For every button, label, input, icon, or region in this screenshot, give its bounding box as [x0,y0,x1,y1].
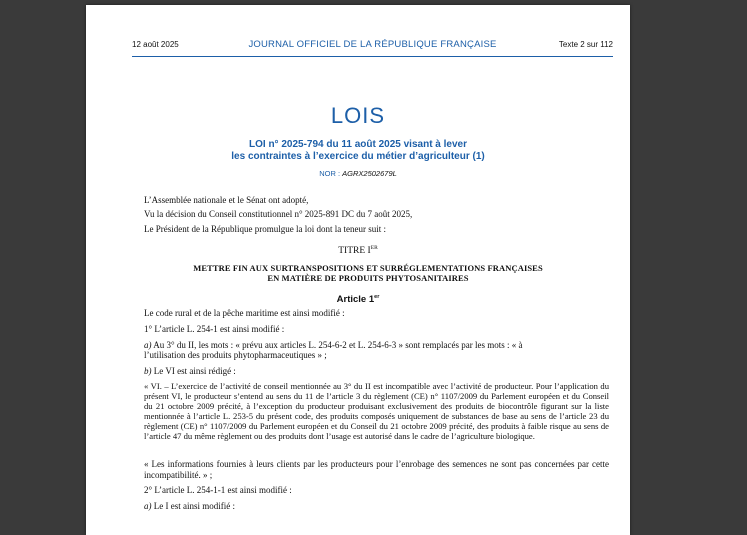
section-title: LOIS [330,103,386,128]
titre-heading [86,245,630,256]
item-label: b) [144,366,152,376]
preamble-line-3: Le Président de la République promulgue la loi dont la teneur suit : [144,224,386,234]
item-text: Au 3° du II, les mots : « prévu aux articles L. 254-6-2 et L. 254-6-3 » sont remplacés par les mots : « à [151,340,523,350]
header-date: 12 août 2025 [132,40,179,49]
law-title-line-2: les contraintes à l’exercice du métier d’agriculteur (1) [231,151,485,162]
header-rule [132,56,613,57]
titre-subtitle-line-1: METTRE FIN AUX SURTRANSPOSITIONS ET SURRÉGLEMENTATIONS FRANÇAISES [193,263,543,273]
item-text: Le I est ainsi modifié : [151,501,235,511]
nor-value: AGRX2502679L [342,169,397,178]
titre-sup: ER [370,245,378,251]
item-label: a) [144,340,152,350]
body-paragraph-continued: l’utilisation des produits phytopharmaceutiques » ; [144,350,327,360]
document-page [86,5,630,535]
body-paragraph [144,501,609,512]
item-label: a) [144,501,152,511]
body-paragraph [144,366,609,377]
article-heading [86,294,630,305]
preamble-line-1: L’Assemblée nationale et le Sénat ont adopté, [144,195,309,205]
article-text: Article 1 [336,294,375,306]
nor-label: NOR : [319,169,341,178]
law-title-line-1: LOI n° 2025-794 du 11 août 2025 visant à lever [249,139,467,150]
body-paragraph: 1° L’article L. 254-1 est ainsi modifié : [144,324,285,334]
page-header [132,40,613,54]
preamble-line-2: Vu la décision du Conseil constitutionnel n° 2025-891 DC du 7 août 2025, [144,209,413,219]
body-paragraph: « VI. – L’exercice de l’activité de conseil mentionnée au 3° du II est incompatible avec l’activité de producteur. Pour l’application du présent VI, le producteur s’entend au sens du 11 de l’article 3 du règlement (CE) n° 1107/2009 du Parlement européen et du Conseil du 21 octobre 2009 précité, à l’exception du producteur produisant exclusivement des produits de biocontrôle figurant sur la liste mentionnée à l’article L. 253-5 du présent code, des produits composés uniquement de substances de base au sens de l’article 23 du règlement (CE) n° 1107/2009 du Parlement européen et du Conseil du 21 octobre 2009 précité, des produits à faible risque au sens de l’article 47 du même règlement ou des produits dont l’usage est autorisé dans le cadre de l’agriculture biologique. [144,381,609,441]
nor-reference [86,169,630,178]
body-paragraph: Le code rural et de la pêche maritime est ainsi modifié : [144,308,345,318]
article-sup: er [374,294,380,300]
titre-subtitle-line-2: EN MATIÈRE DE PRODUITS PHYTOSANITAIRES [267,273,469,283]
header-texte-count: Texte 2 sur 112 [558,40,613,49]
body-paragraph [144,340,609,351]
body-paragraph: 2° L’article L. 254-1-1 est ainsi modifié : [144,485,292,495]
journal-title: JOURNAL OFFICIEL DE LA RÉPUBLIQUE FRANÇAISE [248,39,497,50]
body-paragraph: « Les informations fournies à leurs clients par les producteurs pour l’enrobage des semences ne sont pas concernées par cette incompatibilité. » ; [144,459,609,480]
item-text: Le VI est ainsi rédigé : [151,366,236,376]
titre-text: TITRE I [338,246,371,257]
